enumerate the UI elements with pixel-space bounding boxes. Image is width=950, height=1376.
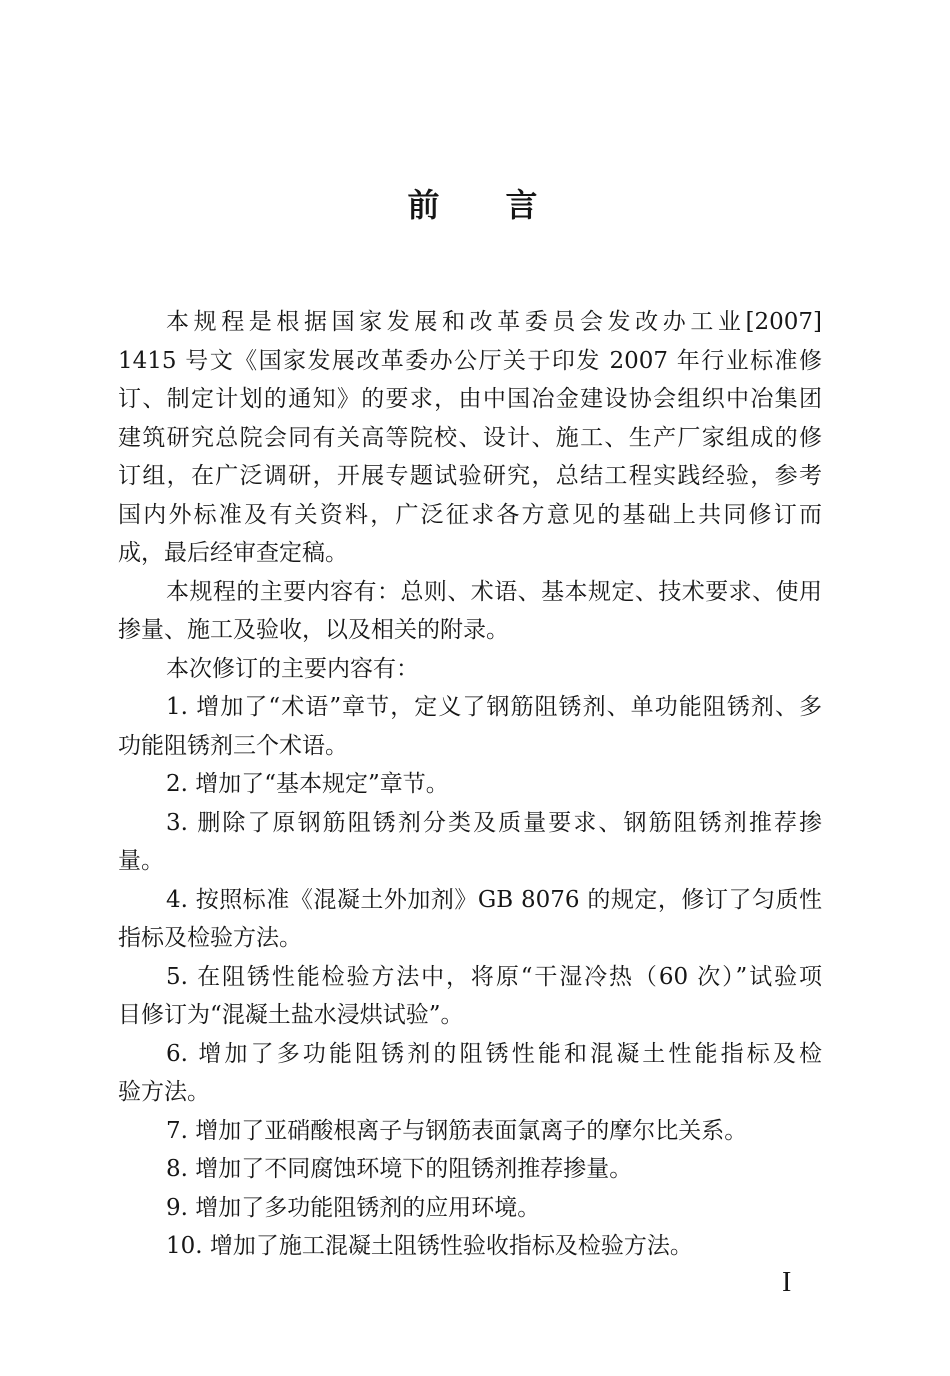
- text-line: 4. 按照标准《混凝土外加剂》GB 8076 的规定，修订了匀质性: [166, 886, 822, 913]
- text-line: 成，最后经审查定稿。: [118, 540, 348, 566]
- text-line: 7. 增加了亚硝酸根离子与钢筋表面氯离子的摩尔比关系。: [166, 1117, 748, 1144]
- text-line: 掺量、施工及验收，以及相关的附录。: [118, 617, 509, 643]
- revision-item-9: [118, 1189, 822, 1228]
- text-line: 验方法。: [118, 1079, 210, 1105]
- text-line: 3. 删除了原钢筋阻锈剂分类及质量要求、钢筋阻锈剂推荐掺: [166, 809, 822, 836]
- text-line: 功能阻锈剂三个术语。: [118, 732, 348, 759]
- revision-item-5: [118, 958, 822, 1035]
- text-line: 10. 增加了施工混凝土阻锈性验收指标及检验方法。: [166, 1233, 693, 1259]
- text-line: 本次修订的主要内容有：: [166, 655, 419, 682]
- page-number: I: [782, 1267, 792, 1298]
- revision-item-10: [118, 1227, 822, 1266]
- text-line: 量。: [118, 848, 164, 874]
- revision-item-7: [118, 1112, 822, 1151]
- revision-item-6: [118, 1035, 822, 1112]
- page-title: 前 言: [407, 186, 555, 224]
- text-line: 本规程是根据国家发展和改革委员会发改办工业[2007]: [166, 309, 822, 335]
- text-line: 目修订为“混凝土盐水浸烘试验”。: [118, 1002, 464, 1028]
- revision-item-8: [118, 1150, 822, 1189]
- text-line: 国内外标准及有关资料，广泛征求各方意见的基础上共同修订而: [118, 501, 822, 528]
- text-line: 订组，在广泛调研，开展专题试验研究，总结工程实践经验，参考: [118, 463, 822, 489]
- preface-body: [118, 303, 822, 1266]
- revision-item-2: [118, 765, 822, 804]
- text-line: 5. 在阻锈性能检验方法中，将原“干湿冷热（60 次）”试验项: [166, 963, 822, 990]
- revision-item-4: [118, 881, 822, 958]
- text-line: 建筑研究总院会同有关高等院校、设计、施工、生产厂家组成的修: [118, 424, 822, 451]
- paragraph-basis: [118, 303, 822, 573]
- revision-item-1: [118, 688, 822, 765]
- text-line: 本规程的主要内容有：总则、术语、基本规定、技术要求、使用: [166, 578, 822, 605]
- paragraph-main-contents: [118, 573, 822, 650]
- text-line: 9. 增加了多功能阻锈剂的应用环境。: [166, 1194, 541, 1221]
- text-line: 6. 增加了多功能阻锈剂的阻锈性能和混凝土性能指标及检: [166, 1040, 822, 1067]
- text-line: 8. 增加了不同腐蚀环境下的阻锈剂推荐掺量。: [166, 1156, 633, 1182]
- text-line: 指标及检验方法。: [118, 925, 302, 951]
- text-line: 2. 增加了“基本规定”章节。: [166, 771, 449, 797]
- text-line: 1. 增加了“术语”章节，定义了钢筋阻锈剂、单功能阻锈剂、多: [166, 694, 822, 720]
- text-line: 订、制定计划的通知》的要求，由中国冶金建设协会组织中冶集团: [118, 386, 822, 412]
- revision-item-3: [118, 804, 822, 881]
- paragraph-revision-intro: [118, 650, 822, 689]
- text-line: 1415 号文《国家发展改革委办公厅关于印发 2007 年行业标准修: [118, 347, 822, 374]
